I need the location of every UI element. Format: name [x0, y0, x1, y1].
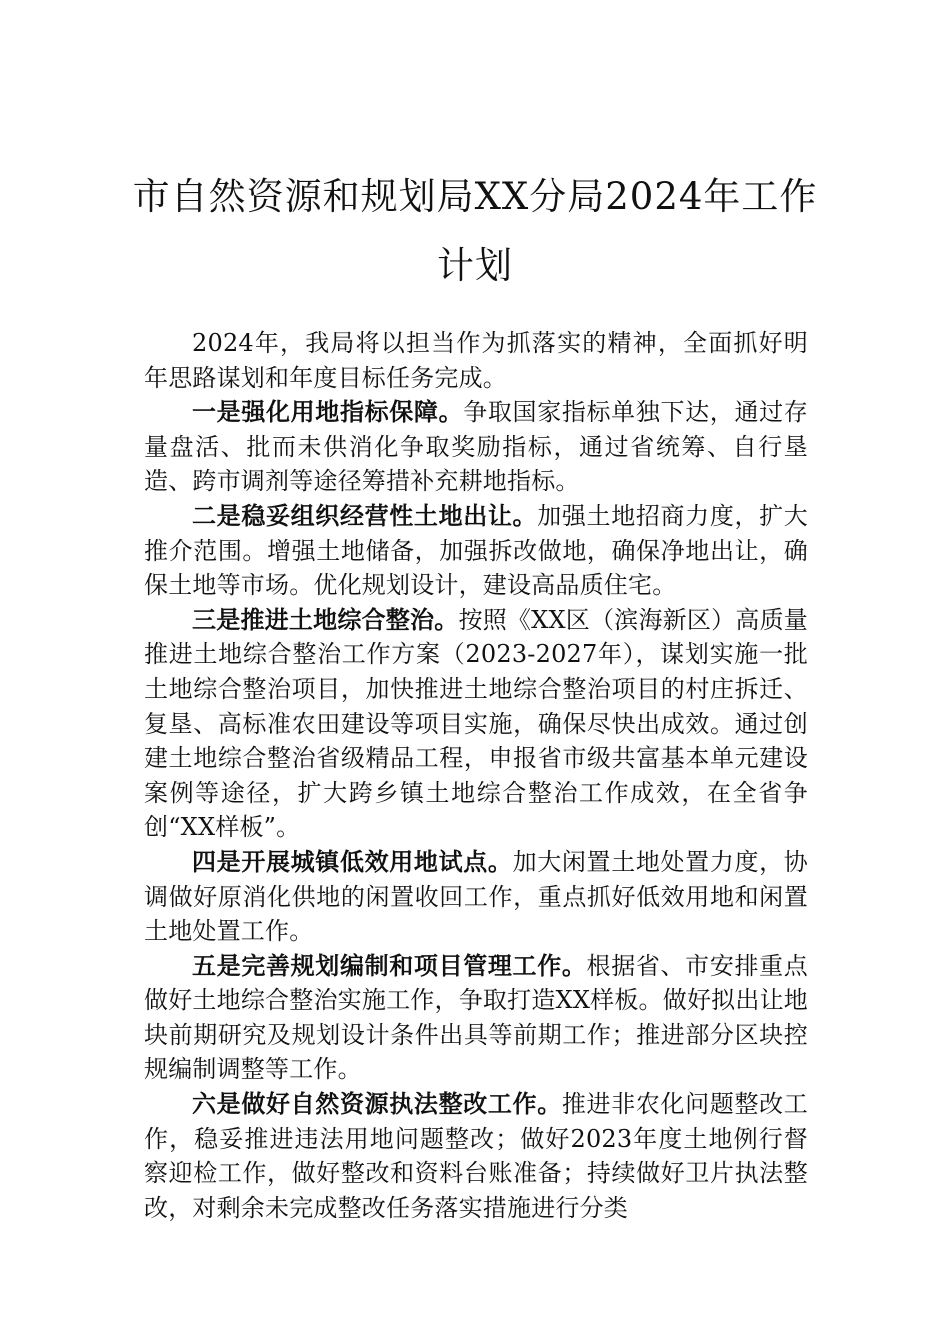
section-paragraph — [144, 395, 808, 499]
section-heading: 三是推进土地综合整治。 — [192, 604, 459, 634]
section-paragraph — [144, 845, 808, 949]
section-heading: 二是稳妥组织经营性土地出让。 — [192, 500, 538, 530]
section-paragraph — [144, 603, 808, 845]
section-heading: 一是强化用地指标保障。 — [192, 397, 464, 427]
section-text: 加强土地招商力度，扩大推介范围。增强土地储备，加强拆改做地，确保净地出让，确保土地等市场。优化规划设计，建设高品质住宅。 — [144, 501, 808, 600]
document-body — [144, 326, 808, 1225]
section-text: 争取国家指标单独下达，通过存量盘活、批而未供消化争取奖励指标，通过省统筹、自行垦造、跨市调剂等途径筹措补充耕地指标。 — [144, 398, 808, 496]
section-paragraph — [144, 1087, 808, 1225]
section-paragraph — [144, 499, 808, 603]
section-text: 根据省、市安排重点做好土地综合整治实施工作，争取打造XX样板。做好拟出让地块前期研究及规划设计条件出具等前期工作；推进部分区块控规编制调整等工作。 — [144, 951, 808, 1084]
intro-paragraph: 2024年，我局将以担当作为抓落实的精神，全面抓好明年思路谋划和年度目标任务完成。 — [144, 329, 808, 392]
section-heading: 六是做好自然资源执法整改工作。 — [192, 1089, 562, 1119]
section-heading: 四是开展城镇低效用地试点。 — [192, 846, 513, 876]
document-title-line-1: 市自然资源和规划局XX分局2024年工作 — [132, 175, 818, 218]
section-text: 按照《XX区（滨海新区）高质量推进土地综合整治工作方案（2023-2027年），谋划实施一批土地综合整治项目，加快推进土地综合整治项目的村庄拆迁、复垦、高标准农田建设等项目实施，确保尽快出成效。通过创建土地综合整治省级精品工程，申报省市级共富基本单元建设案例等途径，扩大跨乡镇土地综合整治工作成效，在全省争创“XX样板”。 — [144, 605, 809, 842]
section-heading: 五是完善规划编制和项目管理工作。 — [192, 950, 587, 980]
section-text: 加大闲置土地处置力度，协调做好原消化供地的闲置收回工作，重点抓好低效用地和闲置土地处置工作。 — [144, 847, 808, 946]
section-text: 推进非农化问题整改工作，稳妥推进违法用地问题整改；做好2023年度土地例行督察迎检工作，做好整改和资料台账准备；持续做好卫片执法整改，对剩余未完成整改任务落实措施进行分类 — [144, 1090, 808, 1222]
document-title-line-2: 计划 — [437, 244, 513, 287]
section-paragraph — [144, 949, 808, 1087]
